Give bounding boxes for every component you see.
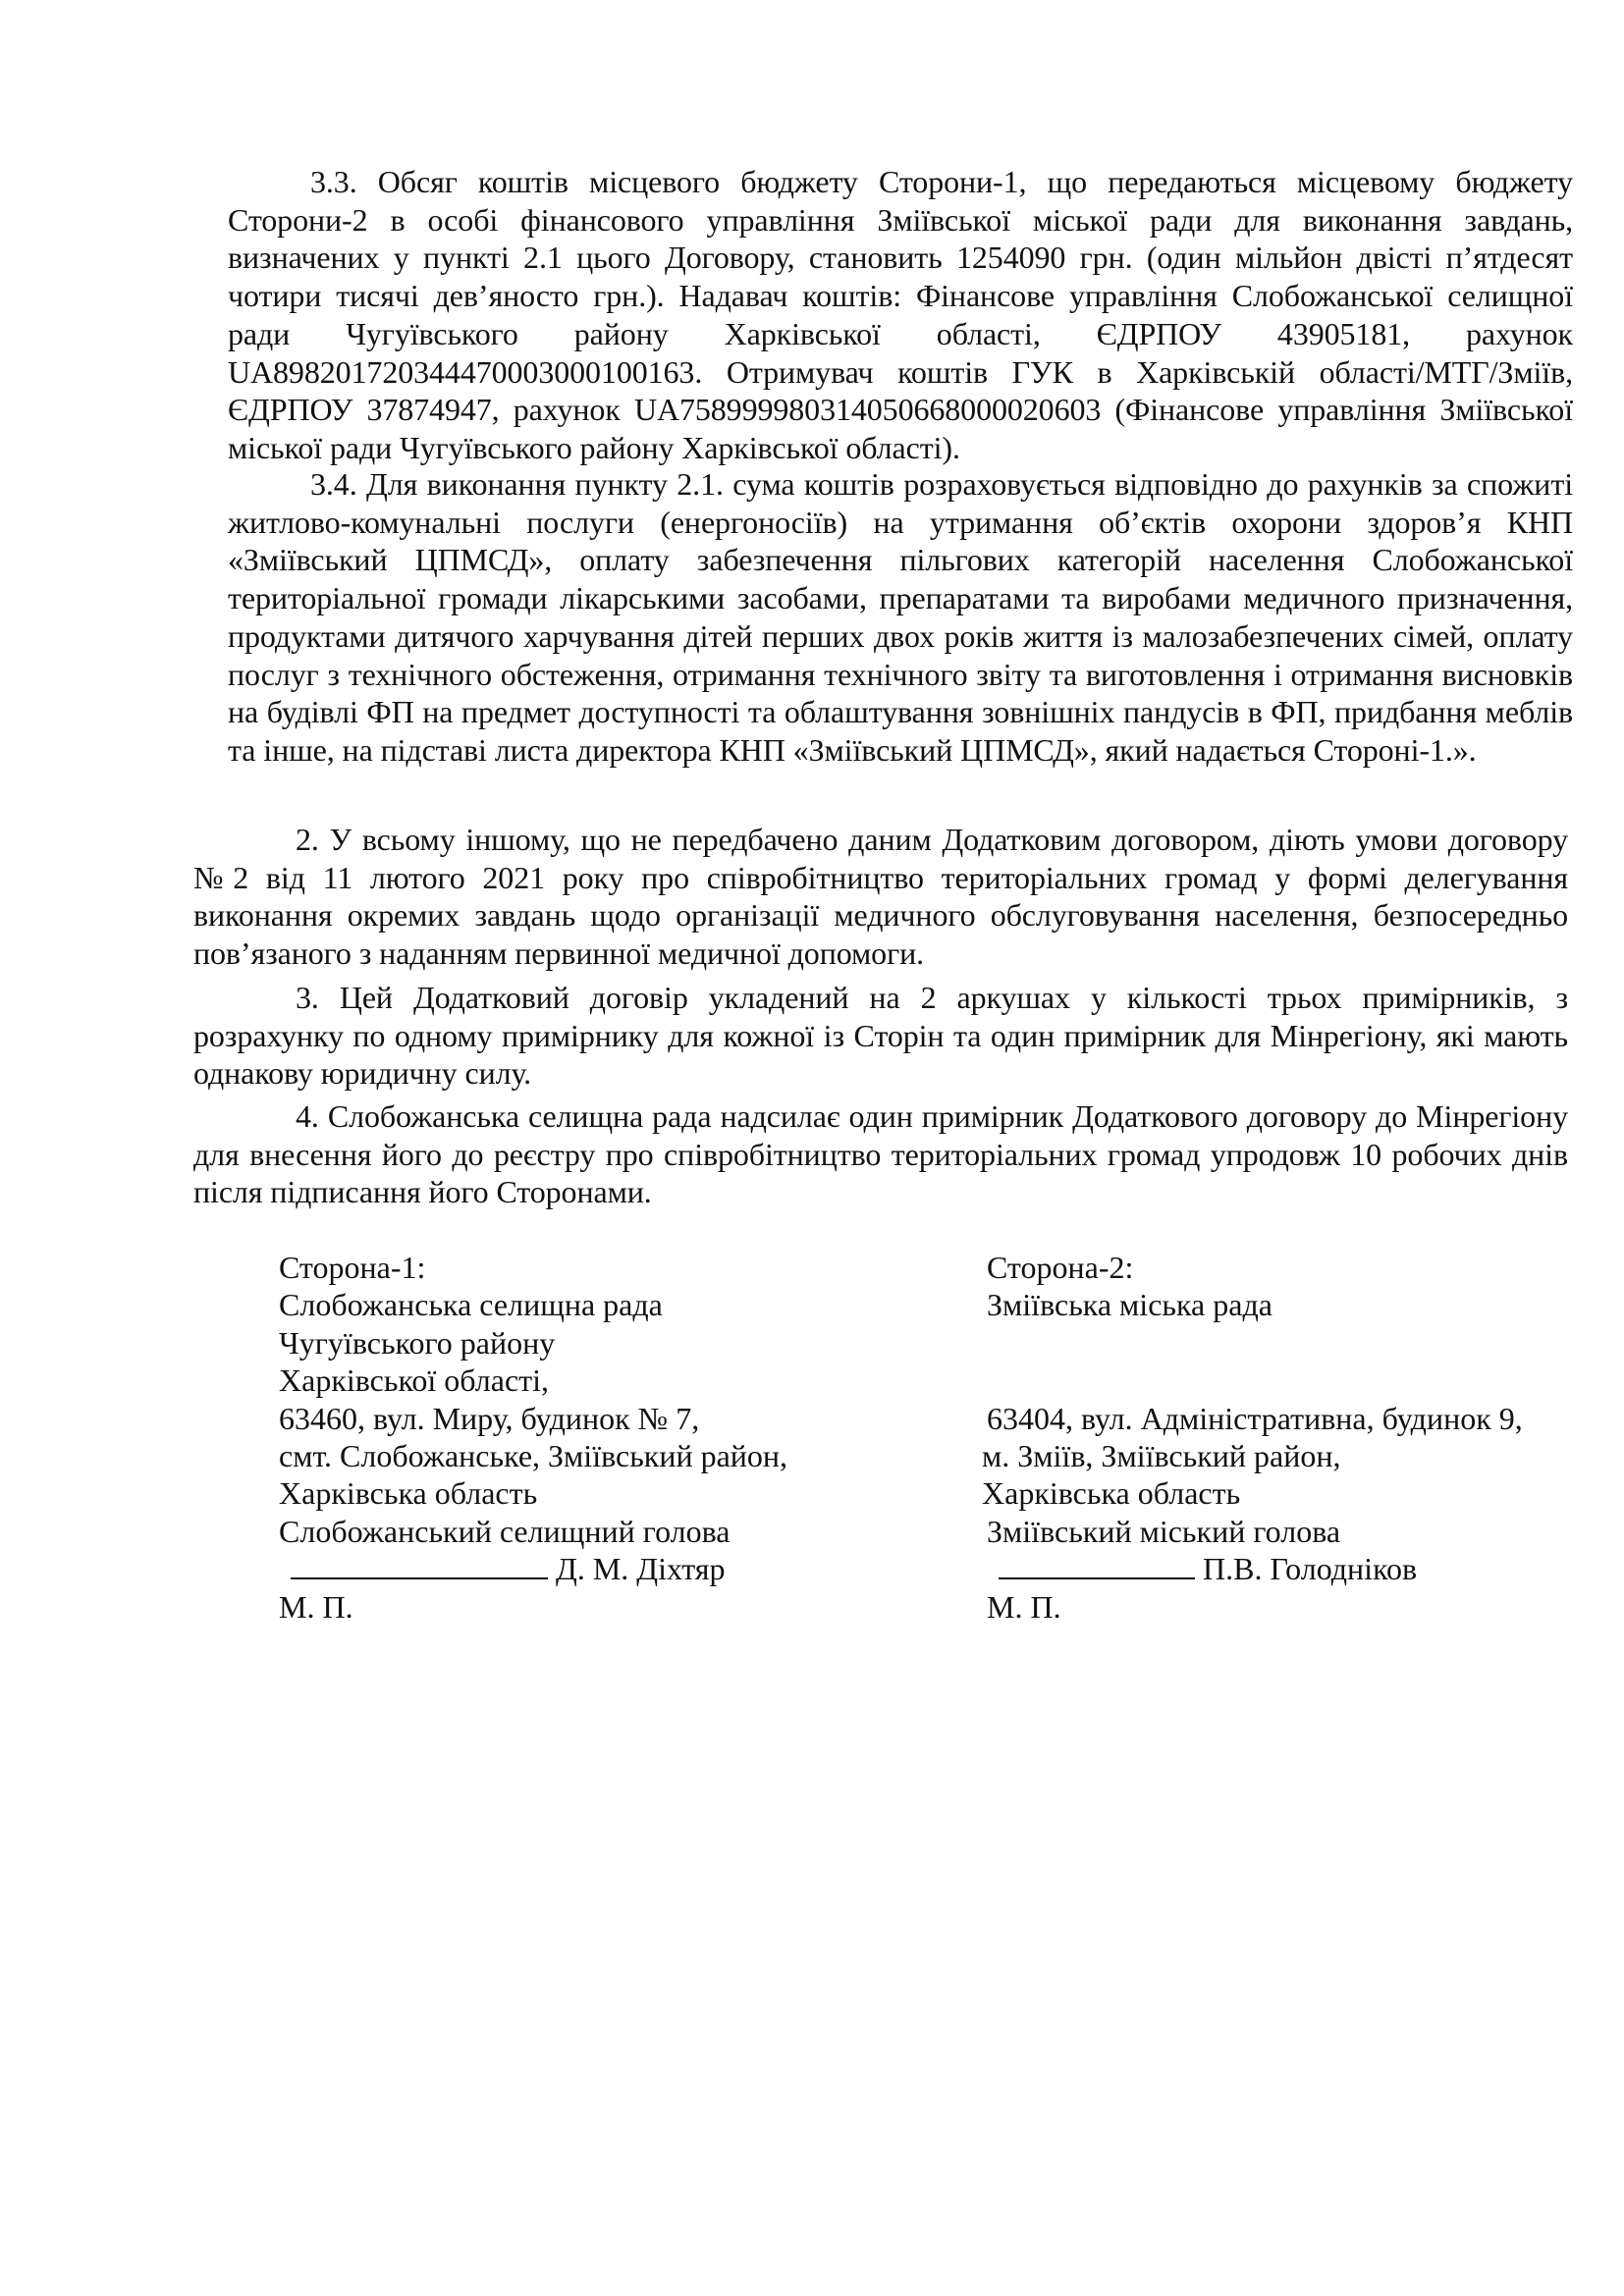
party-1-position: Слобожанський селищний голова — [279, 1513, 731, 1549]
party-1-oblast: Харківська область — [279, 1475, 538, 1512]
party-1-seal: М. П. — [279, 1588, 353, 1625]
paragraph-2: 2. У всьому іншому, що не передбачено даним Додатковим договором, діють умови договору №2 від 11 лютого 2021 року про співробітництво територіальних громад у формі делегування виконання окремих завдань щодо організації медичного обслуговування населення, безпосередньо пов’язаного з наданням первинної медичної допомоги. — [193, 822, 1568, 972]
paragraph-3: 3. Цей Додатковий договір укладений на 2 аркушах у кількості трьох примірників, з розрахунку по одному примірнику для кожної із Сторін та один примірник для Мінрегіону, які мають однакову юридичну силу. — [193, 980, 1568, 1092]
party-2-signatory: П.В. Голодніков — [1203, 1551, 1418, 1587]
paragraph-3-4: 3.4. Для виконання пункту 2.1. сума коштів розраховується відповідно до рахунків за спожиті житлово-комунальні послуги (енергоносіїв) на утримання об’єктів охорони здоров’я КНП «Зміївський ЦПМСД», оплату забезпечення пільгових категорій населення Слобожанської територіальної громади лікарськими засобами, препаратами та виробами медичного призначення, продуктами дитячого харчування дітей перших двох років життя із малозабезпечених сімей, оплату послуг з технічного обстеження, отримання технічного звіту та виготовлення і отримання висновків на будівлі ФП на предмет доступності та облаштування зовнішніх пандусів в ФП, придбання меблів та інше, на підставі листа директора КНП «Зміївський ЦПМСД», який надається Стороні-1.». — [228, 466, 1573, 768]
party-1-signature-underline — [291, 1550, 548, 1579]
party-2-position: Зміївський міський голова — [987, 1513, 1341, 1549]
party-2-signature-block — [982, 1249, 1523, 1626]
party-1-address: 63460, вул. Миру, будинок № 7, — [279, 1400, 700, 1436]
party-1-signature-block — [279, 1249, 787, 1626]
party-1-locality: смт. Слобожанське, Зміївський район, — [279, 1437, 788, 1473]
party-2-name: Зміївська міська рада — [987, 1287, 1272, 1323]
paragraph-4: 4. Слобожанська селищна рада надсилає один примірник Додаткового договору до Мінрегіону для внесення його до реєстру про співробітництво територіальних громад упродовж 10 робочих днів після підписання його Сторонами. — [193, 1098, 1568, 1210]
party-1-name: Слобожанська селищна рада — [279, 1287, 663, 1323]
party-1-heading: Сторона-1: — [279, 1250, 426, 1285]
party-1-region: Харківської області, — [279, 1362, 550, 1399]
party-2-spacer — [987, 1324, 1523, 1362]
party-2-oblast: Харківська область — [982, 1475, 1241, 1512]
party-1-district: Чугуївського району — [279, 1324, 556, 1361]
party-2-heading: Сторона-2: — [987, 1250, 1134, 1285]
party-2-seal: М. П. — [987, 1588, 1061, 1625]
party-2-signature-line — [987, 1550, 1523, 1587]
party-2-spacer — [987, 1362, 1523, 1399]
party-1-signatory: Д. М. Діхтяр — [556, 1551, 726, 1587]
party-2-address: 63404, вул. Адміністративна, будинок 9, — [987, 1400, 1523, 1436]
party-1-signature-line — [279, 1550, 787, 1587]
paragraph-3-3: 3.3. Обсяг коштів місцевого бюджету Сторони-1, що передаються місцевому бюджету Сторони-2 в особі фінансового управління Зміївської міської ради для виконання завдань, визначених у пункті 2.1 цього Договору, становить 1254090 грн. (один мільйон двісті п’ятдесят чотири тисячі дев’яносто грн.). Надавач коштів: Фінансове управління Слобожанської селищної ради Чугуївського району Харківської області, ЄДРПОУ 43905181, рахунок UA898201720344470003000100163. Отримувач коштів ГУК в Харківській області/МТГ/Зміїв, ЄДРПОУ 37874947, рахунок UA758999980314050668000020603 (Фінансове управління Зміївської міської ради Чугуївського району Харківської області). — [228, 164, 1573, 465]
party-2-locality: м. Зміїв, Зміївський район, — [982, 1437, 1341, 1473]
party-2-signature-underline — [999, 1550, 1195, 1579]
